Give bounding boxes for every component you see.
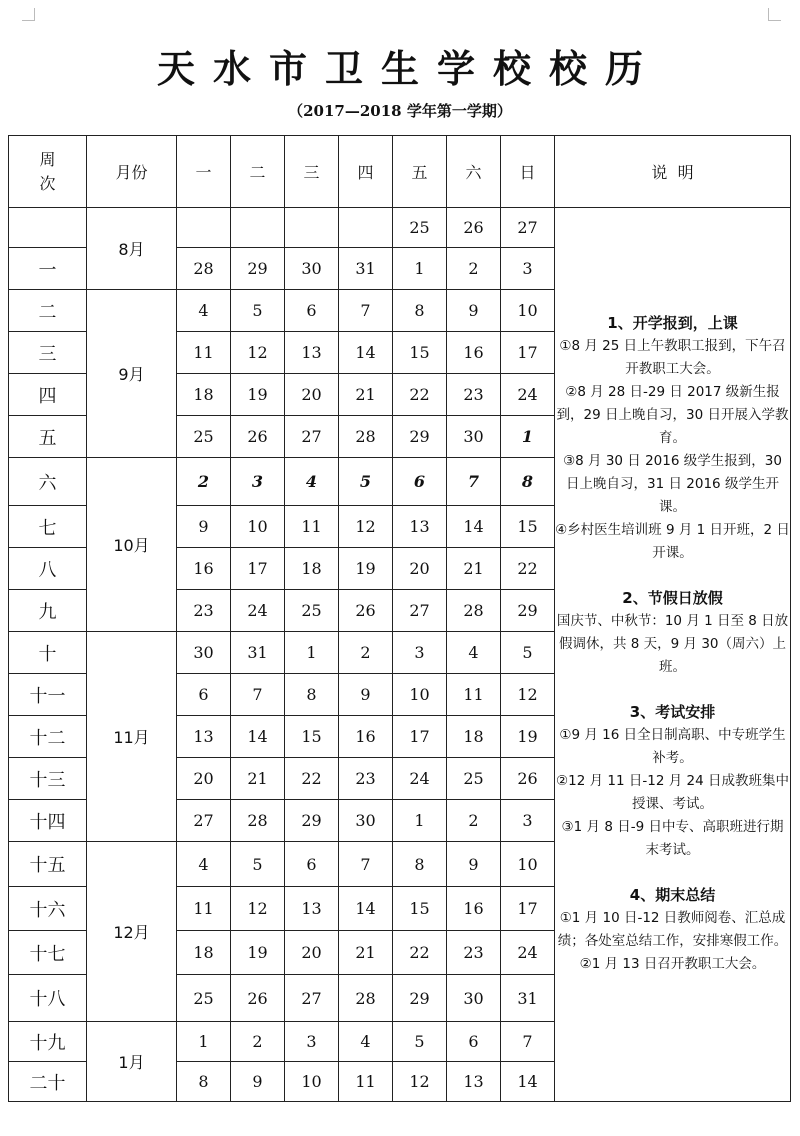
day-cell: 13 [393, 506, 447, 548]
day-cell: 25 [447, 758, 501, 800]
day-cell: 14 [501, 1062, 555, 1102]
day-cell: 16 [447, 887, 501, 931]
day-cell: 25 [177, 416, 231, 458]
week-number: 四 [9, 374, 87, 416]
day-cell: 2 [447, 248, 501, 290]
week-number: 十四 [9, 800, 87, 842]
notes-section-title: 3、考试安排 [629, 702, 716, 721]
day-cell: 13 [447, 1062, 501, 1102]
notes-line: ③8 月 30 日 2016 级学生报到，30 日上晚自习，31 日 2016 级学生开课。 [563, 452, 782, 515]
day-cell: 11 [339, 1062, 393, 1102]
day-cell: 17 [231, 548, 285, 590]
notes-line: 国庆节、中秋节：10 月 1 日至 8 日放假调休，共 8 天，9 月 30（周六）上班。 [556, 612, 789, 675]
day-cell: 7 [339, 842, 393, 887]
day-cell: 25 [393, 208, 447, 248]
day-cell: 27 [285, 975, 339, 1022]
header-row [9, 136, 791, 208]
day-cell [285, 208, 339, 248]
day-cell: 1 [285, 632, 339, 674]
day-cell: 12 [501, 674, 555, 716]
day-cell: 23 [339, 758, 393, 800]
day-cell: 4 [177, 842, 231, 887]
header-thu: 四 [339, 136, 393, 208]
week-number [9, 208, 87, 248]
week-number: 十五 [9, 842, 87, 887]
notes-line: ②12 月 11 日-12 月 24 日成教班集中授课、考试。 [556, 772, 789, 812]
day-cell: 28 [447, 590, 501, 632]
day-cell: 24 [501, 374, 555, 416]
day-cell: 28 [339, 416, 393, 458]
day-cell: 26 [231, 975, 285, 1022]
day-cell: 25 [177, 975, 231, 1022]
day-cell: 30 [447, 416, 501, 458]
day-cell: 1 [177, 1022, 231, 1062]
day-cell: 25 [285, 590, 339, 632]
week-number: 十一 [9, 674, 87, 716]
day-cell: 19 [231, 931, 285, 975]
month-label: 9月 [87, 290, 177, 458]
day-cell: 4 [447, 632, 501, 674]
day-cell: 1 [501, 416, 555, 458]
day-cell: 20 [285, 374, 339, 416]
day-cell: 22 [285, 758, 339, 800]
day-cell: 4 [339, 1022, 393, 1062]
day-cell: 29 [231, 248, 285, 290]
day-cell: 7 [231, 674, 285, 716]
day-cell: 14 [339, 332, 393, 374]
day-cell: 5 [501, 632, 555, 674]
notes-line: ①8 月 25 日上午教职工报到，下午召开教职工大会。 [559, 337, 786, 377]
calendar-table [8, 135, 791, 1102]
day-cell: 22 [393, 374, 447, 416]
day-cell: 17 [393, 716, 447, 758]
notes-line: ①9 月 16 日全日制高职、中专班学生补考。 [559, 726, 786, 766]
day-cell: 21 [447, 548, 501, 590]
day-cell: 1 [393, 248, 447, 290]
day-cell: 10 [231, 506, 285, 548]
day-cell: 2 [339, 632, 393, 674]
day-cell: 23 [177, 590, 231, 632]
notes-section-title: 4、期末总结 [629, 885, 716, 904]
day-cell: 15 [501, 506, 555, 548]
day-cell: 19 [339, 548, 393, 590]
day-cell: 4 [285, 458, 339, 506]
page-subtitle: （2017—2018 学年第一学期） [288, 102, 512, 120]
day-cell: 2 [177, 458, 231, 506]
day-cell: 8 [285, 674, 339, 716]
day-cell: 10 [285, 1062, 339, 1102]
day-cell: 12 [231, 332, 285, 374]
day-cell: 7 [447, 458, 501, 506]
day-cell: 19 [501, 716, 555, 758]
day-cell: 29 [393, 975, 447, 1022]
week-number: 十八 [9, 975, 87, 1022]
day-cell: 11 [447, 674, 501, 716]
month-label: 12月 [87, 842, 177, 1022]
day-cell: 22 [501, 548, 555, 590]
week-number: 十 [9, 632, 87, 674]
day-cell: 21 [339, 374, 393, 416]
notes-section [555, 587, 790, 679]
day-cell: 13 [285, 887, 339, 931]
day-cell: 9 [447, 290, 501, 332]
header-wed: 三 [285, 136, 339, 208]
notes-line: ④乡村医生培训班 9 月 1 日开班，2 日开课。 [555, 521, 790, 561]
header-sat: 六 [447, 136, 501, 208]
day-cell: 12 [339, 506, 393, 548]
day-cell: 24 [393, 758, 447, 800]
day-cell: 28 [177, 248, 231, 290]
day-cell: 20 [285, 931, 339, 975]
day-cell: 2 [447, 800, 501, 842]
page-corner-mark-right [768, 8, 781, 21]
day-cell: 19 [231, 374, 285, 416]
week-number: 十二 [9, 716, 87, 758]
day-cell: 9 [447, 842, 501, 887]
week-number: 二十 [9, 1062, 87, 1102]
day-cell: 14 [447, 506, 501, 548]
day-cell: 6 [177, 674, 231, 716]
day-cell: 22 [393, 931, 447, 975]
day-cell: 11 [177, 887, 231, 931]
week-number: 九 [9, 590, 87, 632]
week-number: 三 [9, 332, 87, 374]
day-cell: 15 [393, 887, 447, 931]
day-cell: 13 [285, 332, 339, 374]
day-cell: 5 [231, 842, 285, 887]
day-cell: 31 [501, 975, 555, 1022]
notes-panel [555, 208, 791, 1102]
day-cell [339, 208, 393, 248]
day-cell: 31 [339, 248, 393, 290]
day-cell: 29 [393, 416, 447, 458]
week-number: 一 [9, 248, 87, 290]
week-number: 十六 [9, 887, 87, 931]
day-cell: 27 [501, 208, 555, 248]
month-label: 8月 [87, 208, 177, 290]
day-cell: 6 [285, 290, 339, 332]
day-cell: 10 [501, 842, 555, 887]
day-cell: 27 [393, 590, 447, 632]
day-cell: 18 [447, 716, 501, 758]
month-label: 10月 [87, 458, 177, 632]
day-cell [231, 208, 285, 248]
day-cell: 1 [393, 800, 447, 842]
header-tue: 二 [231, 136, 285, 208]
notes-line: ②8 月 28 日-29 日 2017 级新生报到，29 日上晚自习，30 日开展入学教育。 [556, 383, 789, 446]
day-cell: 15 [285, 716, 339, 758]
day-cell: 26 [339, 590, 393, 632]
day-cell: 30 [285, 248, 339, 290]
day-cell: 13 [177, 716, 231, 758]
day-cell: 6 [285, 842, 339, 887]
week-number: 七 [9, 506, 87, 548]
day-cell: 15 [393, 332, 447, 374]
day-cell: 21 [231, 758, 285, 800]
notes-section-title: 1、开学报到，上课 [607, 313, 738, 332]
month-label: 1月 [87, 1022, 177, 1102]
notes-line: ①1 月 10 日-12 日教师阅卷、汇总成绩；各处室总结工作，安排寒假工作。 [557, 909, 788, 949]
day-cell: 29 [285, 800, 339, 842]
header-mon: 一 [177, 136, 231, 208]
week-number: 十三 [9, 758, 87, 800]
day-cell: 9 [231, 1062, 285, 1102]
day-cell: 18 [177, 374, 231, 416]
day-cell: 30 [339, 800, 393, 842]
notes-line: ③1 月 8 日-9 日中专、高职班进行期末考试。 [561, 818, 784, 858]
day-cell: 4 [177, 290, 231, 332]
page-title: 天水市卫生学校校历 [156, 47, 661, 91]
day-cell: 16 [339, 716, 393, 758]
day-cell: 16 [447, 332, 501, 374]
day-cell: 7 [339, 290, 393, 332]
day-cell: 18 [285, 548, 339, 590]
day-cell: 20 [177, 758, 231, 800]
week-number: 二 [9, 290, 87, 332]
day-cell: 29 [501, 590, 555, 632]
day-cell: 11 [285, 506, 339, 548]
day-cell: 23 [447, 374, 501, 416]
header-sun: 日 [501, 136, 555, 208]
header-week: 周次 [9, 136, 87, 208]
day-cell: 24 [501, 931, 555, 975]
day-cell: 3 [231, 458, 285, 506]
day-cell: 6 [393, 458, 447, 506]
day-cell: 16 [177, 548, 231, 590]
day-cell: 17 [501, 332, 555, 374]
day-cell: 12 [393, 1062, 447, 1102]
week-number: 六 [9, 458, 87, 506]
day-cell: 10 [501, 290, 555, 332]
header-month: 月份 [87, 136, 177, 208]
day-cell: 12 [231, 887, 285, 931]
day-cell: 24 [231, 590, 285, 632]
day-cell: 8 [393, 290, 447, 332]
day-cell: 28 [231, 800, 285, 842]
week-number: 十九 [9, 1022, 87, 1062]
week-number: 五 [9, 416, 87, 458]
day-cell: 5 [231, 290, 285, 332]
day-cell: 3 [501, 800, 555, 842]
day-cell: 21 [339, 931, 393, 975]
day-cell: 3 [285, 1022, 339, 1062]
day-cell: 7 [501, 1022, 555, 1062]
week-row [9, 208, 791, 248]
day-cell: 26 [501, 758, 555, 800]
day-cell: 3 [393, 632, 447, 674]
day-cell: 9 [339, 674, 393, 716]
day-cell: 8 [501, 458, 555, 506]
day-cell: 23 [447, 931, 501, 975]
day-cell [177, 208, 231, 248]
day-cell: 17 [501, 887, 555, 931]
day-cell: 8 [393, 842, 447, 887]
day-cell: 20 [393, 548, 447, 590]
week-number: 十七 [9, 931, 87, 975]
day-cell: 26 [231, 416, 285, 458]
notes-section [555, 312, 790, 565]
day-cell: 11 [177, 332, 231, 374]
notes-line: ②1 月 13 日召开教职工大会。 [579, 955, 766, 972]
header-notes: 说 明 [555, 136, 791, 208]
day-cell: 9 [177, 506, 231, 548]
day-cell: 27 [285, 416, 339, 458]
notes-section [555, 884, 790, 976]
day-cell: 31 [231, 632, 285, 674]
day-cell: 14 [339, 887, 393, 931]
day-cell: 8 [177, 1062, 231, 1102]
day-cell: 3 [501, 248, 555, 290]
week-number: 八 [9, 548, 87, 590]
notes-section [555, 701, 790, 862]
page-corner-mark-left [22, 8, 35, 21]
notes-section-title: 2、节假日放假 [622, 588, 723, 607]
day-cell: 26 [447, 208, 501, 248]
day-cell: 14 [231, 716, 285, 758]
day-cell: 6 [447, 1022, 501, 1062]
day-cell: 5 [339, 458, 393, 506]
month-label: 11月 [87, 632, 177, 842]
header-fri: 五 [393, 136, 447, 208]
day-cell: 30 [177, 632, 231, 674]
day-cell: 27 [177, 800, 231, 842]
day-cell: 2 [231, 1022, 285, 1062]
day-cell: 18 [177, 931, 231, 975]
day-cell: 28 [339, 975, 393, 1022]
day-cell: 5 [393, 1022, 447, 1062]
day-cell: 30 [447, 975, 501, 1022]
day-cell: 10 [393, 674, 447, 716]
